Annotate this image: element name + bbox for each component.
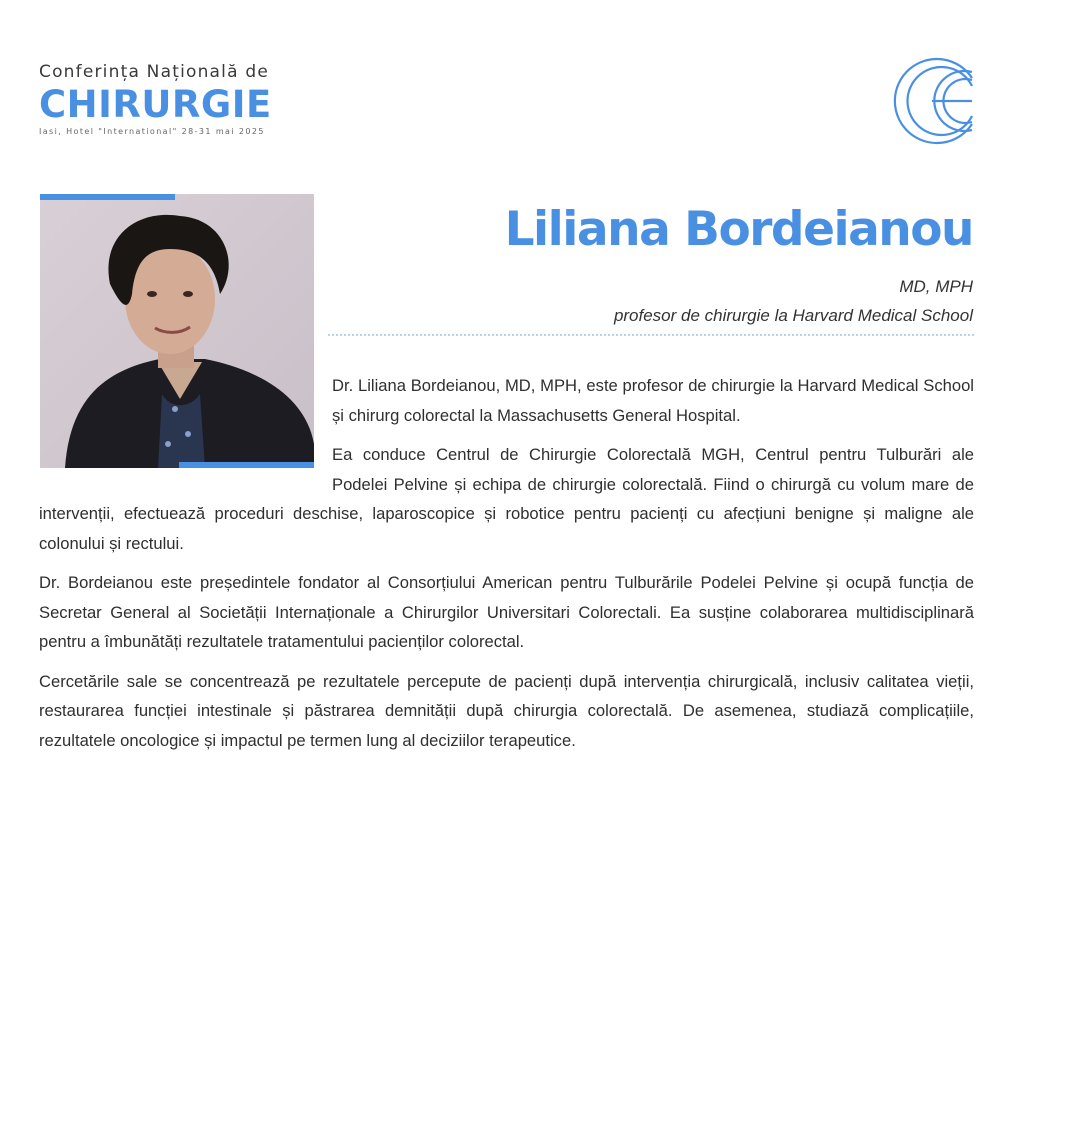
speaker-bio [39,371,974,765]
conference-logo [39,62,272,136]
bio-paragraph-4: Cercetările sale se concentrează pe rezultatele percepute de pacienți după intervenția chirurgicală, inclusiv calitatea vieții, restaurarea funcției intestinale și păstrarea demnității după chirurgia colorectală. De asemenea, studiază complicațiile, rezultatele oncologice și impactul pe termen lung al deciziilor terapeutice. [39,671,974,750]
dotted-divider [328,334,974,336]
bio-paragraph-1: Dr. Liliana Bordeianou, MD, MPH, este profesor de chirurgie la Harvard Medical School și chirurg colorectal la Massachusetts General Hospital. [332,376,974,425]
logo-location-date: Iasi, Hotel "International" 28-31 mai 2025 [39,127,265,136]
bio-paragraph-2: Ea conduce Centrul de Chirurgie Colorectală MGH, Centrul pentru Tulburări ale Podelei Pelvine și echipa de chirurgie colorectală. Fiind o chirurgă cu volum mare de intervenții, efectuează proceduri deschise, laparoscopice și robotice pentru pacienți cu afecțiuni benigne și maligne ale colonului și rectului. [39,445,974,553]
logo-title: CHIRURGIE [39,83,272,126]
logo-line-1: Conferința Națională de [39,62,269,82]
speaker-degree: MD, MPH [899,277,973,296]
bio-paragraph-3: Dr. Bordeianou este președintele fondator al Consorțiului American pentru Tulburările Podelei Pelvine și ocupă funcția de Secretar General al Societății Internaționale a Chirurgilor Universitari Colorectali. Ea susține colaborarea multidisciplinară pentru a îmbunătăți rezultatele tratamentului pacienților colorectal. [39,573,974,651]
double-c-emblem-icon [872,56,976,146]
photo-float-spacer [39,371,332,477]
speaker-name: Liliana Bordeianou [504,202,973,257]
photo-top-accent-bar [40,194,175,200]
speaker-role: profesor de chirurgie la Harvard Medical School [613,306,973,325]
